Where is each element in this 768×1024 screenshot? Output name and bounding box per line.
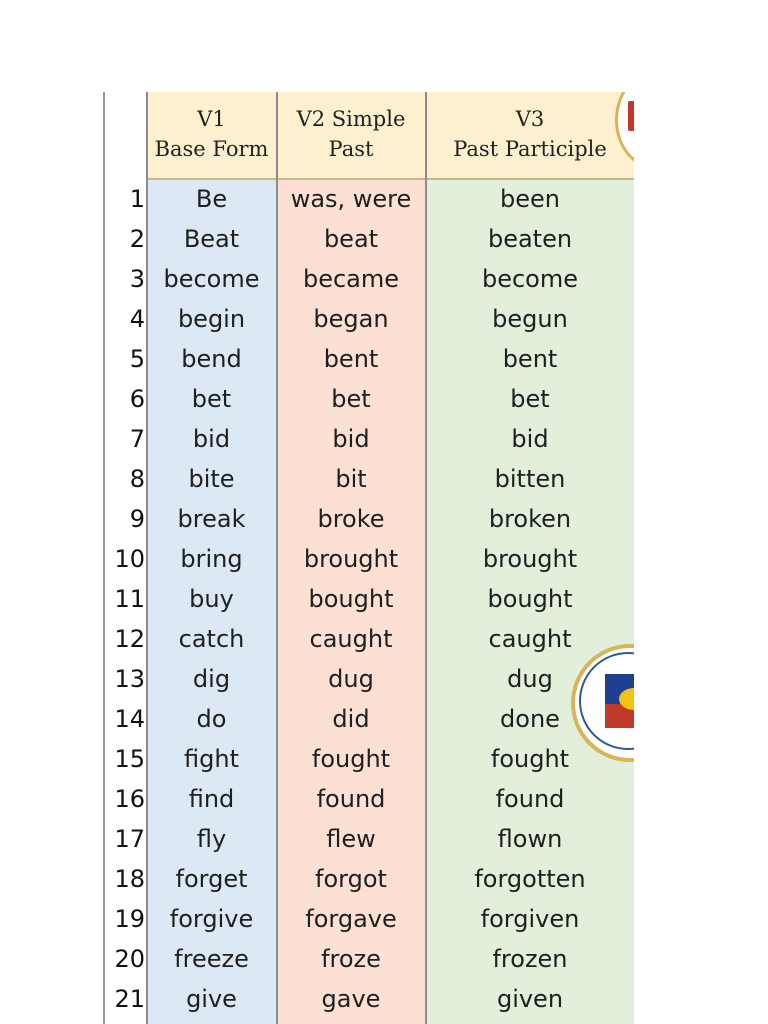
cell-simple-past: bit <box>335 465 367 493</box>
cell-simple-past: gave <box>321 985 381 1013</box>
header-v2-subtitle: Past <box>328 137 374 161</box>
header-v1 <box>147 104 276 174</box>
row-number: 9 <box>129 505 145 533</box>
cell-simple-past: bent <box>323 345 379 373</box>
cell-base-form: begin <box>177 305 246 333</box>
cell-simple-past: forgave <box>305 905 397 933</box>
cell-simple-past: became <box>302 265 400 293</box>
cell-simple-past: bet <box>331 385 371 413</box>
cell-past-participle: caught <box>488 625 572 653</box>
cell-base-form: find <box>188 785 235 813</box>
cell-base-form: break <box>177 505 246 533</box>
cell-past-participle: given <box>496 985 564 1013</box>
cell-base-form: bend <box>181 345 242 373</box>
cell-past-participle: found <box>495 785 565 813</box>
cell-simple-past: brought <box>303 545 399 573</box>
cell-base-form: catch <box>178 625 245 653</box>
cell-simple-past: caught <box>309 625 393 653</box>
cell-past-participle: bet <box>510 385 550 413</box>
header-v1-subtitle: Base Form <box>154 137 269 161</box>
cell-base-form: fight <box>184 745 239 773</box>
cell-simple-past: broke <box>317 505 385 533</box>
cell-base-form: buy <box>189 585 234 613</box>
cell-simple-past: forgot <box>315 865 387 893</box>
cell-base-form: bet <box>191 385 232 413</box>
cell-simple-past: fought <box>311 745 391 773</box>
header-v3 <box>426 104 634 174</box>
header-v3-title: V3 <box>515 107 545 131</box>
row-number: 13 <box>114 665 145 693</box>
row-number: 19 <box>114 905 145 933</box>
cell-simple-past: did <box>332 705 370 733</box>
cell-past-participle: flown <box>497 825 563 853</box>
cell-past-participle: begun <box>492 305 568 333</box>
cell-base-form: freeze <box>174 945 249 973</box>
cell-base-form: dig <box>192 665 231 693</box>
cell-past-participle: broken <box>488 505 572 533</box>
cell-simple-past: was, were <box>290 185 412 213</box>
row-number: 18 <box>114 865 145 893</box>
header-v2-title: V2 Simple <box>296 107 406 131</box>
cell-base-form: bid <box>192 425 231 453</box>
cell-simple-past: bid <box>332 425 370 453</box>
cell-base-form: Be <box>195 185 228 213</box>
cell-base-form: bring <box>180 545 243 573</box>
header-v3-subtitle: Past Participle <box>453 137 607 161</box>
row-number: 17 <box>114 825 145 853</box>
cell-simple-past: flew <box>326 825 376 853</box>
row-number: 21 <box>114 985 145 1013</box>
cell-past-participle: become <box>481 265 579 293</box>
cell-past-participle: done <box>500 705 560 733</box>
cell-past-participle: beaten <box>487 225 573 253</box>
cell-past-participle: dug <box>507 665 553 693</box>
row-number: 16 <box>114 785 145 813</box>
cell-base-form: give <box>186 985 237 1013</box>
verb-table <box>103 92 634 1024</box>
cell-past-participle: fought <box>490 745 570 773</box>
cell-simple-past: froze <box>321 945 381 973</box>
row-number: 1 <box>129 185 145 213</box>
cell-past-participle: bought <box>487 585 573 613</box>
row-number: 8 <box>129 465 145 493</box>
cell-past-participle: bent <box>502 345 558 373</box>
row-number: 12 <box>114 625 145 653</box>
cell-base-form: forgive <box>169 905 254 933</box>
cell-past-participle: forgotten <box>474 865 586 893</box>
cell-simple-past: began <box>313 305 389 333</box>
cell-past-participle: brought <box>482 545 578 573</box>
cell-past-participle: bid <box>511 425 549 453</box>
cell-simple-past: beat <box>323 225 379 253</box>
row-number: 4 <box>129 305 145 333</box>
cell-base-form: do <box>196 705 227 733</box>
cell-past-participle: forgiven <box>480 905 580 933</box>
cell-simple-past: found <box>316 785 386 813</box>
row-number: 5 <box>129 345 145 373</box>
cell-base-form: Beat <box>183 225 240 253</box>
cell-past-participle: been <box>500 185 560 213</box>
row-number: 3 <box>129 265 145 293</box>
cell-base-form: forget <box>175 865 248 893</box>
header-v1-title: V1 <box>197 107 226 131</box>
cell-simple-past: dug <box>328 665 374 693</box>
row-number: 2 <box>129 225 145 253</box>
cell-base-form: fly <box>196 825 227 853</box>
cell-base-form: bite <box>188 465 235 493</box>
row-number: 11 <box>114 585 145 613</box>
row-number: 10 <box>114 545 145 573</box>
row-number: 15 <box>114 745 145 773</box>
cell-past-participle: bitten <box>494 465 566 493</box>
cell-past-participle: frozen <box>492 945 568 973</box>
header-v2 <box>277 104 425 174</box>
row-number: 6 <box>129 385 145 413</box>
cell-simple-past: bought <box>308 585 394 613</box>
row-number: 14 <box>114 705 145 733</box>
row-number: 20 <box>114 945 145 973</box>
row-number: 7 <box>129 425 145 453</box>
cell-base-form: become <box>163 265 260 293</box>
